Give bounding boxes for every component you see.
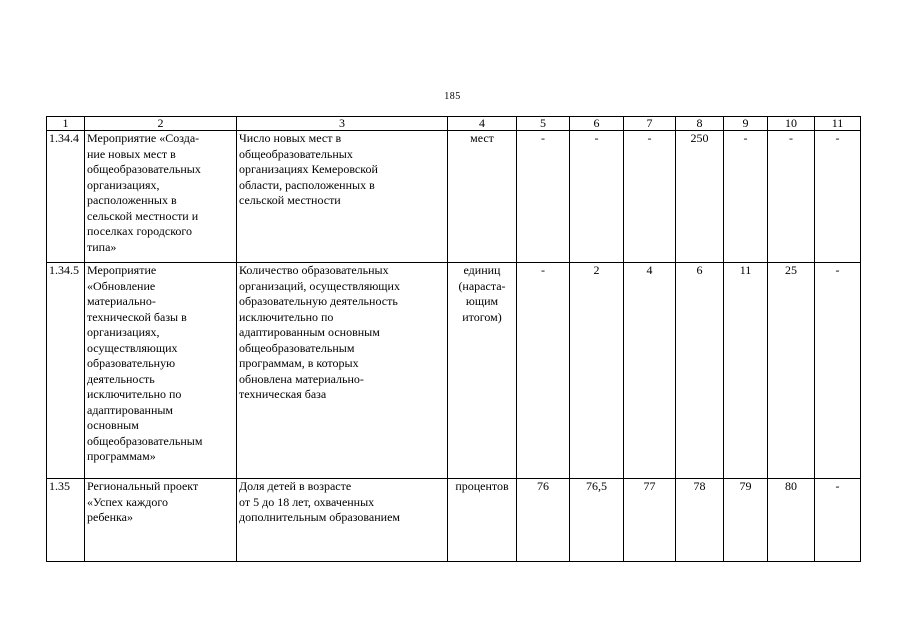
cell-text-line: общеобразовательных [239, 146, 353, 161]
column-header: 6 [570, 117, 624, 131]
value-cell: 11 [724, 263, 768, 479]
cell-text-line: общеобразовательным [87, 433, 203, 448]
indicators-table [46, 116, 861, 562]
unit-cell [448, 131, 517, 263]
cell-text-line: организациях, [87, 325, 160, 339]
cell-text-line: «Обновление [87, 278, 156, 293]
table-row [47, 131, 861, 263]
unit-cell [448, 479, 517, 562]
cell-text-line: общеобразовательным [239, 340, 355, 355]
value-cell: - [815, 131, 861, 263]
unit-cell [448, 263, 517, 479]
value-cell: 79 [724, 479, 768, 562]
cell-text-line: расположенных в [87, 193, 177, 207]
row-number-cell: 1.34.4 [47, 131, 85, 263]
cell-text-line: типа» [87, 239, 117, 254]
indicator-cell [237, 263, 448, 479]
value-cell: - [768, 131, 815, 263]
value-cell: - [724, 131, 768, 263]
cell-text-line: Мероприятие «Созда- [87, 131, 200, 145]
value-cell: 250 [676, 131, 724, 263]
cell-text-line: ребенка» [87, 510, 133, 524]
cell-text-line: деятельность [87, 371, 155, 386]
event-name-cell [85, 131, 237, 263]
cell-text-line: осуществляющих [87, 340, 178, 355]
value-cell: - [517, 263, 570, 479]
value-cell: 6 [676, 263, 724, 479]
cell-text-line: исключительно по [87, 387, 182, 401]
header-row [47, 117, 861, 131]
cell-text-line: исключительно по [239, 309, 334, 324]
value-cell: 77 [624, 479, 676, 562]
cell-text-line: техническая база [239, 387, 327, 401]
column-header: 8 [676, 117, 724, 131]
value-cell: - [815, 479, 861, 562]
value-cell: 76,5 [570, 479, 624, 562]
cell-text-line: области, расположенных в [239, 177, 375, 192]
cell-text-line: Региональный проект [87, 479, 199, 493]
cell-text-line: поселках городского [87, 224, 193, 238]
column-header: 11 [815, 117, 861, 131]
value-cell: - [517, 131, 570, 263]
cell-text-line: образовательную [87, 356, 176, 370]
column-header: 2 [85, 117, 237, 131]
table-row [47, 479, 861, 562]
cell-text-line: дополнительным образованием [239, 510, 401, 524]
value-cell: 25 [768, 263, 815, 479]
cell-text-line: ющим [465, 294, 499, 308]
page-number: 185 [444, 91, 461, 102]
cell-text-line: адаптированным [87, 402, 174, 417]
cell-text-line: технической базы в [87, 309, 187, 324]
event-name-cell [85, 263, 237, 479]
cell-text-line: программам» [87, 449, 156, 463]
value-cell: 2 [570, 263, 624, 479]
table-row [47, 263, 861, 479]
cell-text-line: Доля детей в возрасте [239, 479, 352, 493]
value-cell: - [624, 131, 676, 263]
cell-text-line: Мероприятие [87, 263, 157, 277]
cell-text-line: программам, в которых [239, 356, 359, 370]
cell-text-line: Количество образовательных [239, 263, 389, 277]
column-header: 4 [448, 117, 517, 131]
cell-text-line: итогом) [462, 309, 502, 324]
cell-text-line: организациях, [87, 177, 160, 192]
indicator-cell [237, 479, 448, 562]
value-cell: 4 [624, 263, 676, 479]
indicator-cell [237, 131, 448, 263]
cell-text-line: «Успех каждого [87, 494, 168, 509]
cell-text-line: Число новых мест в [239, 131, 342, 145]
row-number-cell: 1.35 [47, 479, 85, 562]
cell-text-line: организаций, осуществляющих [239, 278, 400, 293]
cell-text-line: общеобразовательных [87, 162, 201, 176]
value-cell: - [815, 263, 861, 479]
cell-text-line: (нараста- [458, 278, 506, 293]
event-name-cell [85, 479, 237, 562]
column-header: 5 [517, 117, 570, 131]
column-header: 10 [768, 117, 815, 131]
value-cell: 76 [517, 479, 570, 562]
row-number-cell: 1.34.5 [47, 263, 85, 479]
column-header: 7 [624, 117, 676, 131]
cell-text-line: сельской местности и [87, 208, 199, 223]
cell-text-line: процентов [455, 479, 509, 493]
cell-text-line: основным [87, 418, 139, 432]
cell-text-line: ние новых мест в [87, 146, 176, 161]
cell-text-line: материально- [87, 294, 156, 308]
column-header: 9 [724, 117, 768, 131]
cell-text-line: образовательную деятельность [239, 294, 398, 308]
value-cell: 78 [676, 479, 724, 562]
cell-text-line: от 5 до 18 лет, охваченных [239, 494, 375, 509]
value-cell: - [570, 131, 624, 263]
cell-text-line: адаптированным основным [239, 325, 380, 339]
cell-text-line: мест [470, 131, 494, 145]
column-header: 3 [237, 117, 448, 131]
cell-text-line: сельской местности [239, 193, 341, 207]
cell-text-line: единиц [463, 263, 501, 277]
cell-text-line: обновлена материально- [239, 371, 364, 386]
value-cell: 80 [768, 479, 815, 562]
column-header: 1 [47, 117, 85, 131]
cell-text-line: организациях Кемеровской [239, 162, 378, 176]
